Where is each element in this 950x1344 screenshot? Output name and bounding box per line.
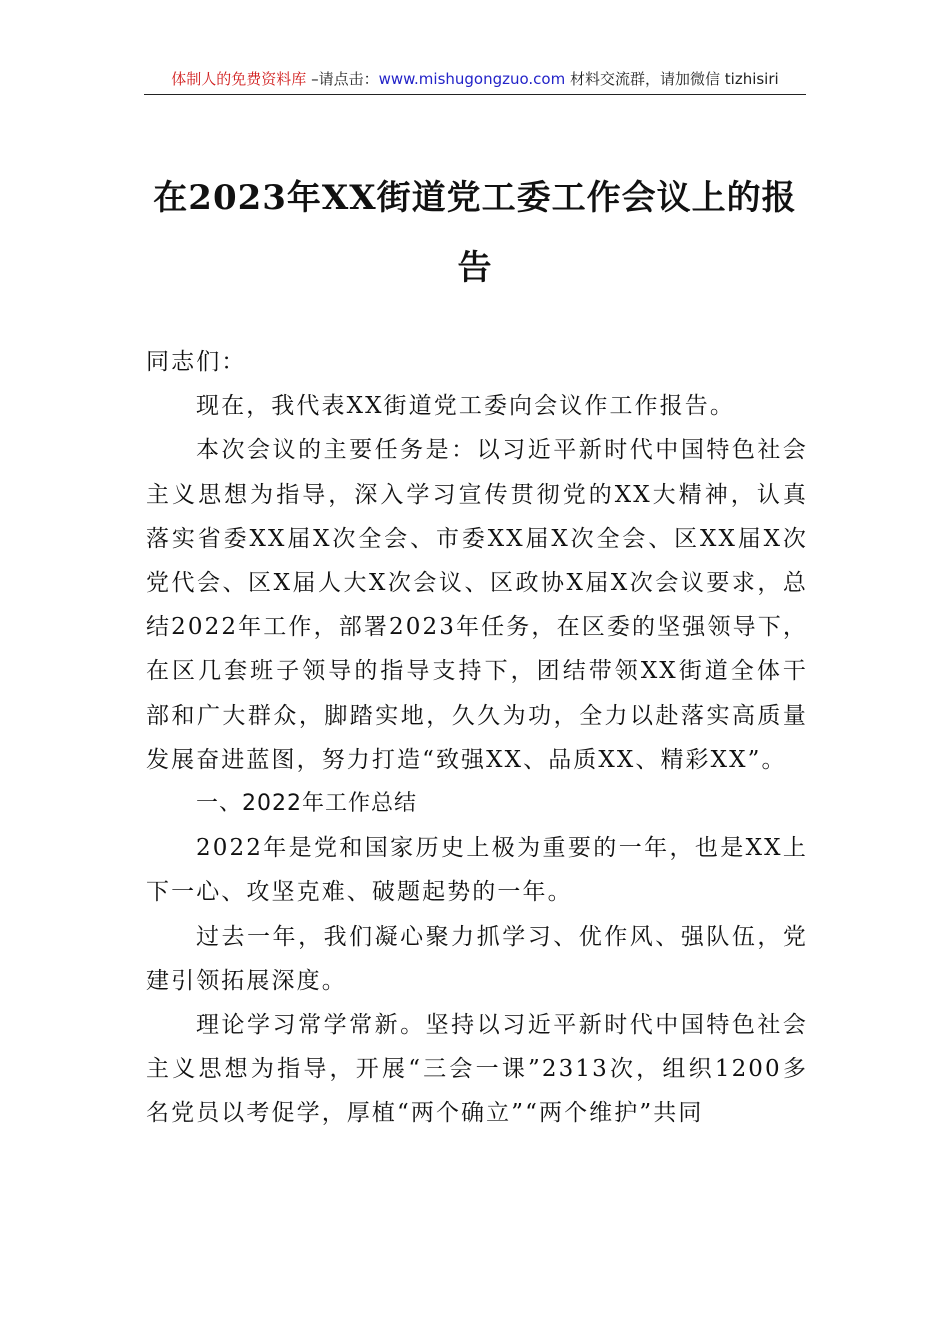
document-title-line1: 在2023年XX街道党工委工作会议上的报 — [153, 178, 797, 218]
page-header — [144, 66, 806, 95]
paragraph-theory-study: 理论学习常学常新。坚持以习近平新时代中国特色社会主义思想为指导，开展“三会一课”2313次，组织1200多名党员以考促学，厚植“两个确立”“两个维护”共同 — [146, 1012, 808, 1127]
header-url-link[interactable]: www.mishugongzuo.com — [378, 70, 566, 88]
paragraph-tasks: 本次会议的主要任务是：以习近平新时代中国特色社会主义思想为指导，深入学习宣传贯彻党的XX大精神，认真落实省委XX届X次全会、市委XX届X次全会、区XX届X次党代会、区X届人大X次会议、区政协X届X次会议要求，总结2022年工作，部署2023年任务，在区委的坚强领导下，在区几套班子领导的指导支持下，团结带领XX街道全体干部和广大群众，脚踏实地，久久为功，全力以赴落实高质量发展奋进蓝图，努力打造“致强XX、品质XX、精彩XX”。 — [146, 437, 808, 773]
section-heading: 一、2022年工作总结 — [196, 791, 417, 817]
header-separator: –请点击： — [306, 70, 379, 88]
salutation: 同志们： — [146, 349, 247, 375]
header-suffix: 材料交流群，请加微信 tizhisiri — [565, 70, 779, 88]
paragraph-intro: 现在，我代表XX街道党工委向会议作工作报告。 — [196, 393, 735, 420]
paragraph-past-year: 过去一年，我们凝心聚力抓学习、优作风、强队伍，党建引领拓展深度。 — [146, 923, 808, 994]
document-title-line2: 告 — [457, 248, 493, 288]
paragraph-2022-overview: 2022年是党和国家历史上极为重要的一年，也是XX上下一心、攻坚克难、破题起势的一年。 — [146, 835, 808, 906]
header-site-name: 体制人的免费资料库 — [171, 70, 307, 88]
document-body — [146, 340, 808, 1136]
